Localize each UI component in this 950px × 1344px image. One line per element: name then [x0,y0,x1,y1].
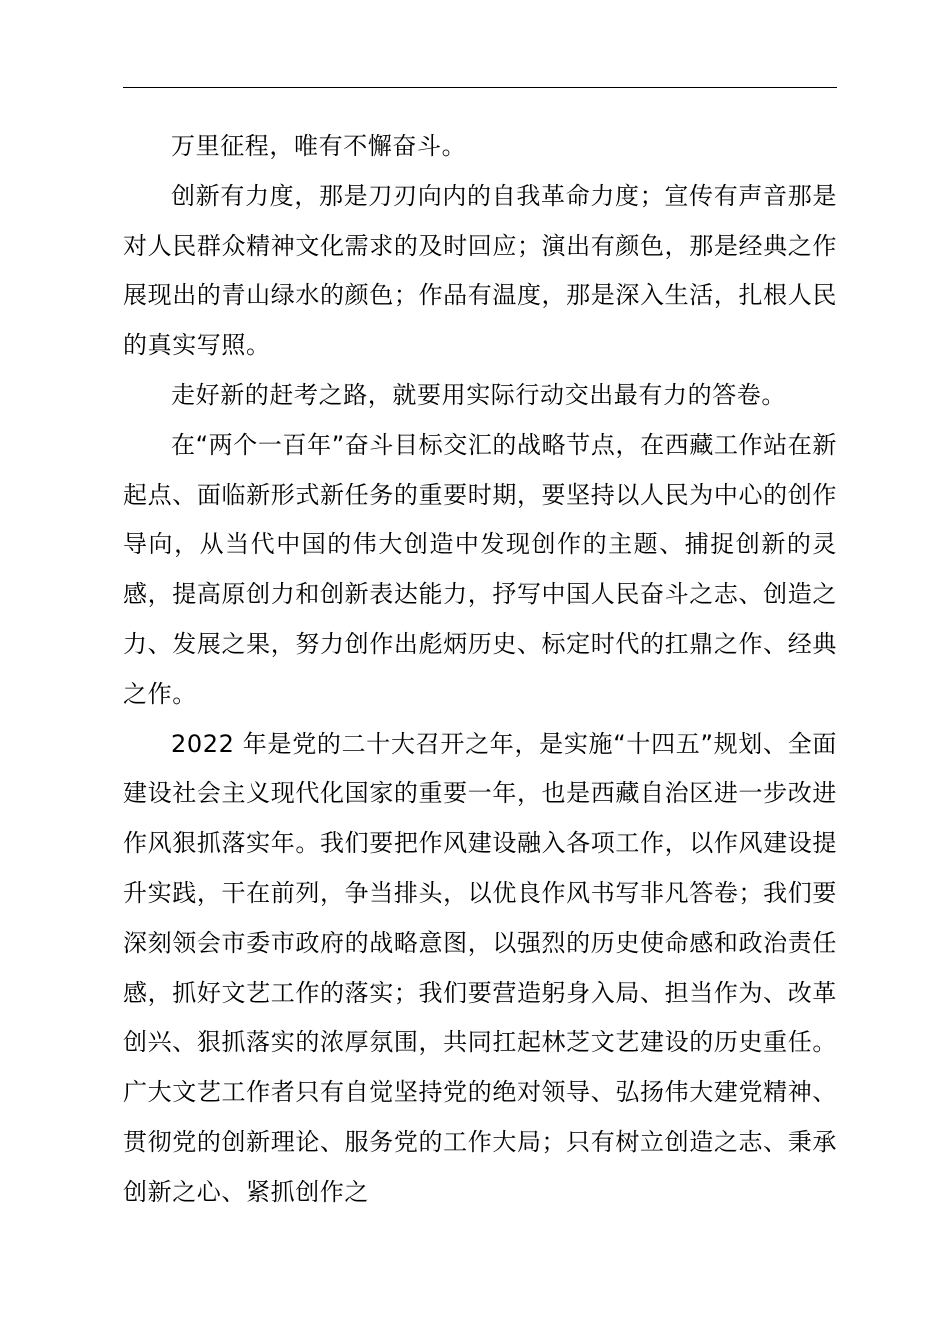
paragraph-1: 万里征程，唯有不懈奋斗。 [171,132,467,160]
paragraph-4: 在“两个一百年”奋斗目标交汇的战略节点，在西藏工作站在新起点、面临新形式新任务的重要时期，要坚持以人民为中心的创作导向，从当代中国的伟大创造中发现创作的主题、捕捉创新的灵感，提高原创力和创新表达能力，抒写中国人民奋斗之志、创造之力、发展之果，努力创作出彪炳历史、标定时代的扛鼎之作、经典之作。 [123,430,837,708]
paragraph-2: 创新有力度，那是刀刃向内的自我革命力度；宣传有声音那是对人民群众精神文化需求的及时回应；演出有颜色，那是经典之作展现出的青山绿水的颜色；作品有温度，那是深入生活，扎根人民的真实写照。 [123,181,837,360]
paragraph-3: 走好新的赶考之路，就要用实际行动交出最有力的答卷。 [171,380,786,409]
paragraph-5: 2022 年是党的二十大召开之年，是实施“十四五”规划、全面建设社会主义现代化国家的重要一年，也是西藏自治区进一步改进作风狠抓落实年。我们要把作风建设融入各项工作，以作风建设提升实践，干在前列，争当排头，以优良作风书写非凡答卷；我们要深刻领会市委市政府的战略意图，以强烈的历史使命感和政治责任感，抓好文艺工作的落实；我们要营造躬身入局、担当作为、改革创兴、狠抓落实的浓厚氛围，共同扛起林芝文艺建设的历史重任。广大文艺工作者只有自觉坚持党的绝对领导、弘扬伟大建党精神、贯彻党的创新理论、服务党的工作大局；只有树立创造之志、秉承创新之心、紧抓创作之 [123,729,837,1206]
header-rule [123,87,837,88]
document-body [123,122,837,1218]
